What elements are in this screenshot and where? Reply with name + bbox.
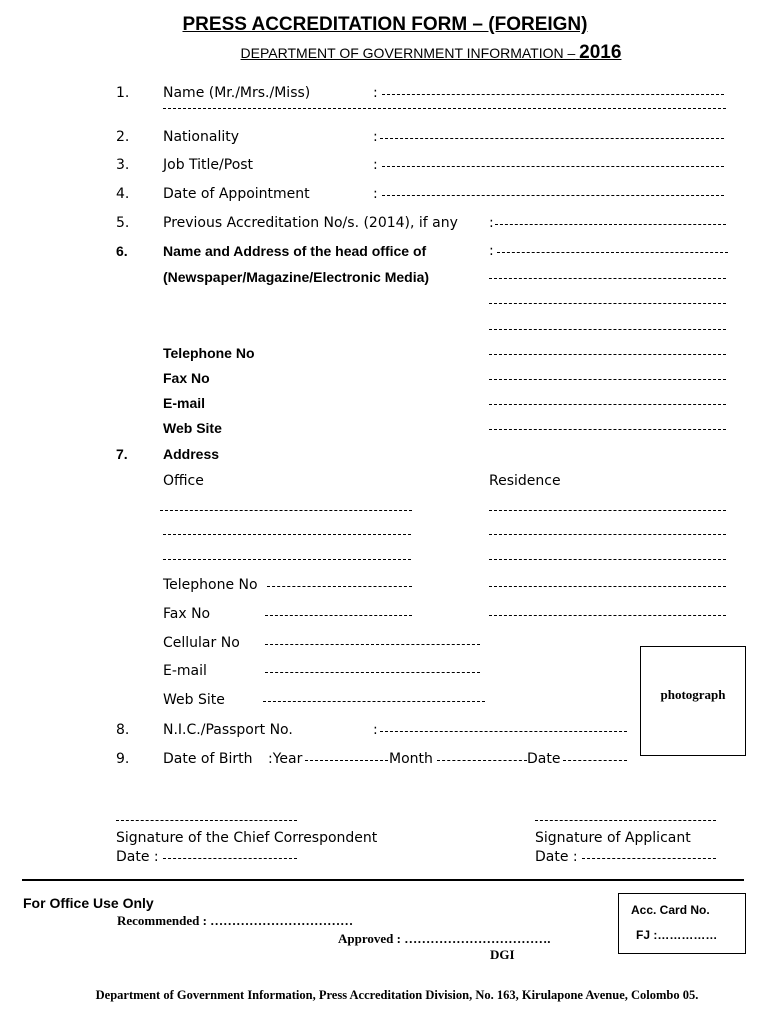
head-office-input-line-3[interactable] <box>489 303 726 304</box>
cellular-input-line[interactable] <box>265 644 480 645</box>
address-fax-label: Fax No <box>163 606 211 622</box>
address-email-input-line[interactable] <box>265 672 480 673</box>
dob-date-label: Date <box>527 751 561 767</box>
head-office-input-line[interactable] <box>497 252 728 253</box>
fj-field: FJ :…………… <box>636 928 718 942</box>
residence-telephone-input-line[interactable] <box>489 586 726 587</box>
field-1-number: 1. <box>116 85 130 101</box>
recommended-field: Recommended : …………………………… <box>117 913 354 928</box>
office-email-label: E-mail <box>163 395 206 411</box>
address-website-label: Web Site <box>163 692 225 708</box>
office-fax-label: Fax No <box>163 370 210 386</box>
residence-fax-input-line[interactable] <box>489 615 726 616</box>
address-telephone-label: Telephone No <box>163 577 258 593</box>
residence-address-line-1[interactable] <box>489 510 726 511</box>
address-label: Address <box>163 446 220 462</box>
head-office-input-line-2[interactable] <box>489 278 726 279</box>
address-telephone-input-line[interactable] <box>267 586 412 587</box>
acc-card-box <box>618 893 746 954</box>
head-office-input-line-4[interactable] <box>489 329 726 330</box>
head-office-colon: : <box>489 243 494 259</box>
passport-label: N.I.C./Passport No. <box>163 722 293 738</box>
previous-accreditation-label: Previous Accreditation No/s. (2014), if any <box>163 215 458 231</box>
job-title-colon: : <box>373 157 378 173</box>
job-title-label: Job Title/Post <box>163 157 254 173</box>
office-website-label: Web Site <box>163 420 222 436</box>
appointment-date-input-line[interactable] <box>382 195 724 196</box>
office-telephone-input-line[interactable] <box>489 354 726 355</box>
appointment-date-colon: : <box>373 186 378 202</box>
nationality-input-line[interactable] <box>380 138 724 139</box>
field-9-number: 9. <box>116 751 130 767</box>
job-title-input-line[interactable] <box>382 166 724 167</box>
office-fax-input-line[interactable] <box>489 379 726 380</box>
field-7-number: 7. <box>116 446 128 462</box>
name-colon: : <box>373 85 378 101</box>
dob-year-label: :Year <box>268 751 303 767</box>
cellular-label: Cellular No <box>163 635 240 651</box>
chief-date-input-line[interactable] <box>163 858 297 859</box>
appointment-date-label: Date of Appointment <box>163 186 310 202</box>
previous-accreditation-input-line[interactable] <box>495 224 726 225</box>
office-address-line-3[interactable] <box>163 559 411 560</box>
applicant-date-label: Date : <box>535 849 578 865</box>
passport-input-line[interactable] <box>380 731 627 732</box>
approved-field: Approved : ……………………………. <box>338 931 551 946</box>
photograph-box[interactable] <box>640 646 746 756</box>
field-2-number: 2. <box>116 129 130 145</box>
nationality-colon: : <box>373 129 378 145</box>
dob-year-input-line[interactable] <box>305 760 388 761</box>
office-telephone-label: Telephone No <box>163 345 255 361</box>
field-8-number: 8. <box>116 722 130 738</box>
applicant-date-input-line[interactable] <box>582 858 716 859</box>
dob-month-label: Month <box>389 751 433 767</box>
form-title: PRESS ACCREDITATION FORM – (FOREIGN) <box>182 14 588 35</box>
address-website-input-line[interactable] <box>263 701 485 702</box>
office-use-title: For Office Use Only <box>23 895 154 911</box>
photograph-label: photograph <box>660 687 726 702</box>
office-address-line-1[interactable] <box>160 510 412 511</box>
office-address-label: Office <box>163 473 204 489</box>
office-address-line-2[interactable] <box>163 534 411 535</box>
address-fax-input-line[interactable] <box>265 615 412 616</box>
office-email-input-line[interactable] <box>489 404 726 405</box>
residence-address-line-2[interactable] <box>489 534 726 535</box>
office-website-input-line[interactable] <box>489 429 726 430</box>
chief-signature-label: Signature of the Chief Correspondent <box>116 830 378 846</box>
field-3-number: 3. <box>116 157 130 173</box>
previous-accreditation-colon: : <box>489 215 494 231</box>
acc-card-label: Acc. Card No. <box>631 903 710 917</box>
passport-colon: : <box>373 722 378 738</box>
dob-month-input-line[interactable] <box>437 760 527 761</box>
dob-label: Date of Birth <box>163 751 253 767</box>
name-input-line[interactable] <box>382 94 724 95</box>
applicant-signature-label: Signature of Applicant <box>535 830 691 846</box>
nationality-label: Nationality <box>163 129 240 145</box>
name-input-line-2[interactable] <box>163 108 726 109</box>
department-name: DEPARTMENT OF GOVERNMENT INFORMATION – <box>240 45 576 61</box>
media-type-label: (Newspaper/Magazine/Electronic Media) <box>163 269 430 285</box>
residence-address-label: Residence <box>489 473 561 489</box>
chief-signature-line[interactable] <box>116 820 297 821</box>
applicant-signature-line[interactable] <box>535 820 716 821</box>
chief-date-label: Date : <box>116 849 159 865</box>
footer-address: Department of Government Information, Press Accreditation Division, No. 163, Kirulapone Avenue, Colombo 05. <box>95 988 699 1002</box>
field-4-number: 4. <box>116 186 130 202</box>
dgi-label: DGI <box>490 947 515 962</box>
address-email-label: E-mail <box>163 663 207 679</box>
section-divider <box>22 879 744 881</box>
name-label: Name (Mr./Mrs./Miss) <box>163 85 311 101</box>
dob-date-input-line[interactable] <box>563 760 627 761</box>
head-office-label: Name and Address of the head office of <box>163 243 427 259</box>
field-6-number: 6. <box>116 243 128 259</box>
field-5-number: 5. <box>116 215 130 231</box>
form-subtitle <box>0 42 770 64</box>
form-year: 2016 <box>579 42 622 63</box>
residence-address-line-3[interactable] <box>489 559 726 560</box>
